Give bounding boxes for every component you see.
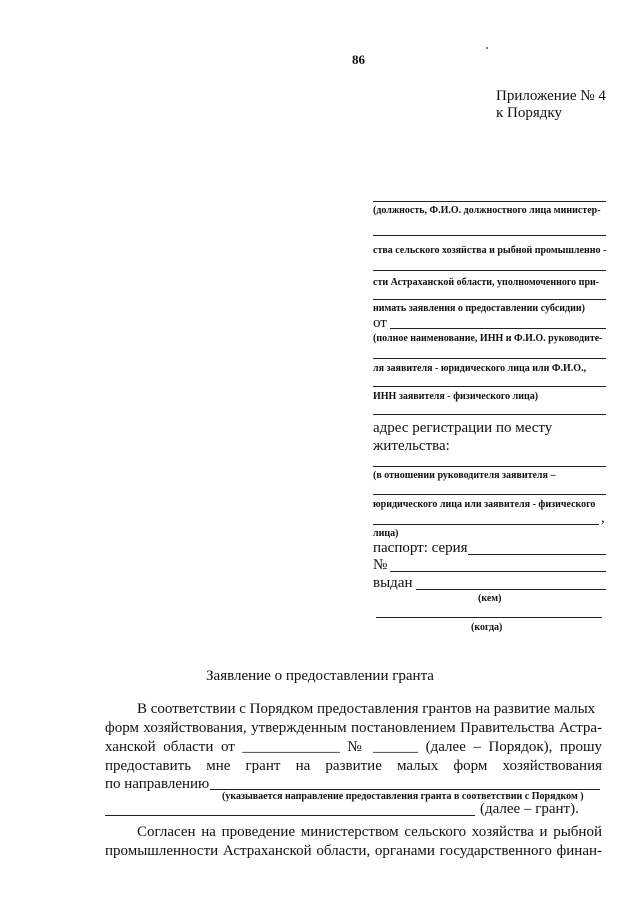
passport-number-line[interactable] <box>390 571 606 572</box>
passport-issued-line[interactable] <box>416 589 606 590</box>
applicant-line-1[interactable] <box>390 328 606 329</box>
passport-series-label: паспорт: серия <box>373 540 468 556</box>
addressee-line-1[interactable] <box>373 201 606 202</box>
statement-line-3: ханской области от _____________ № ______ (далее – Порядок), прошу <box>105 739 602 755</box>
appendix-line-1: Приложение № 4 <box>496 88 606 104</box>
addressee-hint-4: нимать заявления о предоставлении субсидии) <box>373 303 585 314</box>
consent-line-2: промышленности Астраханской области, органами государственного финан- <box>105 843 602 859</box>
statement-line-2: форм хозяйствования, утвержденным постановлением Правительства Астра- <box>105 720 602 736</box>
page-number: 86 <box>352 52 365 67</box>
registration-line-2[interactable] <box>373 494 606 495</box>
addressee-hint-3: сти Астраханской области, уполномоченного при- <box>373 277 600 288</box>
passport-date-line[interactable] <box>376 617 602 618</box>
passport-who-hint: (кем) <box>478 593 502 604</box>
consent-line-1: Согласен на проведение министерством сельского хозяйства и рыбной <box>137 824 602 840</box>
statement-line-4: предоставить мне грант на развитие малых форм хозяйствования <box>105 758 602 774</box>
applicant-line-4[interactable] <box>373 414 606 415</box>
passport-issued-label: выдан <box>373 575 413 591</box>
registration-label-2: жительства: <box>373 438 450 454</box>
statement-title: Заявление о предоставлении гранта <box>206 668 434 684</box>
statement-line-5-label: по направлению <box>105 776 210 792</box>
from-label: от <box>373 315 387 331</box>
direction-line-1[interactable] <box>210 789 600 790</box>
scan-speck <box>486 47 488 49</box>
passport-when-hint: (когда) <box>471 622 503 633</box>
registration-line-1[interactable] <box>373 466 606 467</box>
registration-hint-3: лица) <box>373 528 399 539</box>
addressee-line-4[interactable] <box>373 299 606 300</box>
registration-hint-1: (в отношении руководителя заявителя – <box>373 470 556 481</box>
addressee-hint-2: ства сельского хозяйства и рыбной промышленно - <box>373 245 607 256</box>
applicant-line-2[interactable] <box>373 358 606 359</box>
direction-hint: (указывается направление предоставления гранта в соответствии с Порядком ) <box>222 791 584 802</box>
registration-hint-2: юридического лица или заявителя - физического <box>373 499 596 510</box>
registration-line-3[interactable] <box>373 524 599 525</box>
applicant-hint-2: ля заявителя - юридического лица или Ф.И.О., <box>373 363 587 374</box>
registration-label-1: адрес регистрации по месту <box>373 420 553 436</box>
addressee-line-3[interactable] <box>373 270 606 271</box>
applicant-line-3[interactable] <box>373 386 606 387</box>
registration-comma: , <box>601 510 605 526</box>
statement-line-6-tail: (далее – грант). <box>480 801 579 817</box>
addressee-hint-1: (должность, Ф.И.О. должностного лица министер- <box>373 205 601 216</box>
direction-line-2[interactable] <box>105 815 475 816</box>
applicant-hint-1: (полное наименование, ИНН и Ф.И.О. руководите- <box>373 333 603 344</box>
appendix-heading <box>496 88 606 122</box>
statement-line-1: В соответствии с Порядком предоставления грантов на развитие малых <box>137 701 596 717</box>
addressee-line-2[interactable] <box>373 235 606 236</box>
appendix-line-2: к Порядку <box>496 105 562 121</box>
applicant-hint-3: ИНН заявителя - физического лица) <box>373 391 539 402</box>
passport-series-line[interactable] <box>468 554 606 555</box>
passport-number-label: № <box>373 557 388 573</box>
